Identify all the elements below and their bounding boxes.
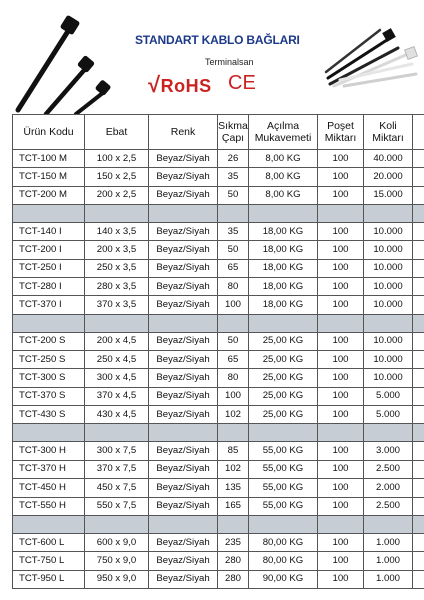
column-header bbox=[218, 115, 249, 150]
table-cell: 370 x 4,5 bbox=[85, 387, 149, 405]
product-code-cell: TCT-300 S bbox=[13, 369, 85, 387]
blank-cell bbox=[413, 479, 424, 497]
table-cell: 10.000 bbox=[364, 241, 413, 259]
table-cell: 15.000 bbox=[364, 186, 413, 204]
separator-cell bbox=[413, 205, 424, 223]
table-cell: 100 bbox=[218, 387, 249, 405]
brand-name: Terminalsan bbox=[205, 57, 254, 67]
separator-cell bbox=[249, 424, 318, 442]
table-cell: 100 bbox=[318, 278, 364, 296]
blank-cell bbox=[413, 442, 424, 460]
table-cell: Beyaz/Siyah bbox=[149, 406, 218, 424]
table-cell: 100 bbox=[318, 351, 364, 369]
table-cell: 150 x 2,5 bbox=[85, 168, 149, 186]
table-cell: 8,00 KG bbox=[249, 168, 318, 186]
blank-cell bbox=[413, 406, 424, 424]
product-code-cell: TCT-200 M bbox=[13, 186, 85, 204]
table-cell: Beyaz/Siyah bbox=[149, 442, 218, 460]
table-cell: 950 x 9,0 bbox=[85, 570, 149, 588]
separator-cell bbox=[13, 314, 85, 332]
table-cell: 80,00 KG bbox=[249, 533, 318, 551]
blank-cell bbox=[413, 168, 424, 186]
separator-cell bbox=[218, 314, 249, 332]
table-cell: 80 bbox=[218, 278, 249, 296]
table-cell: 25,00 KG bbox=[249, 351, 318, 369]
table-cell: 18,00 KG bbox=[249, 296, 318, 314]
column-header bbox=[13, 115, 85, 150]
table-cell: 200 x 3,5 bbox=[85, 241, 149, 259]
table-row bbox=[13, 351, 424, 369]
table-row bbox=[13, 332, 424, 350]
table-cell: 18,00 KG bbox=[249, 278, 318, 296]
table-cell: 100 bbox=[318, 406, 364, 424]
separator-cell bbox=[318, 205, 364, 223]
table-cell: 55,00 KG bbox=[249, 479, 318, 497]
table-row bbox=[13, 387, 424, 405]
blank-cell bbox=[413, 533, 424, 551]
column-header-line: Koli bbox=[379, 120, 397, 132]
table-cell: 100 bbox=[318, 369, 364, 387]
separator-cell bbox=[318, 424, 364, 442]
separator-cell bbox=[218, 205, 249, 223]
table-cell: Beyaz/Siyah bbox=[149, 278, 218, 296]
table-cell: 2.500 bbox=[364, 497, 413, 515]
separator-cell bbox=[85, 314, 149, 332]
table-cell: 100 bbox=[318, 168, 364, 186]
table-cell: Beyaz/Siyah bbox=[149, 369, 218, 387]
table-row bbox=[13, 442, 424, 460]
table-cell: 85 bbox=[218, 442, 249, 460]
blank-cell bbox=[413, 351, 424, 369]
table-cell: 280 bbox=[218, 570, 249, 588]
table-cell: 35 bbox=[218, 223, 249, 241]
product-code-cell: TCT-950 L bbox=[13, 570, 85, 588]
table-cell: 235 bbox=[218, 533, 249, 551]
table-cell: 100 bbox=[318, 442, 364, 460]
table-cell: Beyaz/Siyah bbox=[149, 259, 218, 277]
group-separator-row bbox=[13, 314, 424, 332]
table-cell: 140 x 3,5 bbox=[85, 223, 149, 241]
table-cell: 1.000 bbox=[364, 552, 413, 570]
table-cell: 25,00 KG bbox=[249, 387, 318, 405]
table-cell: 8,00 KG bbox=[249, 150, 318, 168]
table-cell: 10.000 bbox=[364, 296, 413, 314]
table-cell: 100 bbox=[318, 241, 364, 259]
table-cell: Beyaz/Siyah bbox=[149, 351, 218, 369]
table-cell: 10.000 bbox=[364, 369, 413, 387]
product-code-cell: TCT-140 I bbox=[13, 223, 85, 241]
table-cell: 200 x 2,5 bbox=[85, 186, 149, 204]
table-row bbox=[13, 406, 424, 424]
column-header-line: Ebat bbox=[105, 126, 128, 138]
blank-cell bbox=[413, 278, 424, 296]
table-cell: Beyaz/Siyah bbox=[149, 497, 218, 515]
separator-cell bbox=[218, 515, 249, 533]
table-cell: 2.500 bbox=[364, 460, 413, 478]
separator-cell bbox=[249, 314, 318, 332]
table-row bbox=[13, 497, 424, 515]
table-cell: 100 bbox=[318, 223, 364, 241]
column-header bbox=[249, 115, 318, 150]
table-row bbox=[13, 241, 424, 259]
blank-cell bbox=[413, 241, 424, 259]
table-cell: 165 bbox=[218, 497, 249, 515]
table-cell: 100 bbox=[318, 479, 364, 497]
table-cell: Beyaz/Siyah bbox=[149, 479, 218, 497]
product-table bbox=[12, 114, 424, 589]
table-cell: 300 x 7,5 bbox=[85, 442, 149, 460]
table-cell: Beyaz/Siyah bbox=[149, 460, 218, 478]
table-cell: 3.000 bbox=[364, 442, 413, 460]
table-cell: Beyaz/Siyah bbox=[149, 150, 218, 168]
table-cell: 280 x 3,5 bbox=[85, 278, 149, 296]
separator-cell bbox=[318, 314, 364, 332]
table-cell: 10.000 bbox=[364, 351, 413, 369]
separator-cell bbox=[13, 205, 85, 223]
table-cell: 1.000 bbox=[364, 533, 413, 551]
table-cell: 600 x 9,0 bbox=[85, 533, 149, 551]
table-row bbox=[13, 570, 424, 588]
product-code-cell: TCT-250 S bbox=[13, 351, 85, 369]
blank-cell bbox=[413, 259, 424, 277]
rohs-mark bbox=[148, 72, 212, 98]
separator-cell bbox=[149, 424, 218, 442]
table-cell: Beyaz/Siyah bbox=[149, 168, 218, 186]
table-cell: Beyaz/Siyah bbox=[149, 223, 218, 241]
table-cell: 200 x 4,5 bbox=[85, 332, 149, 350]
table-row bbox=[13, 296, 424, 314]
table-cell: 370 x 3,5 bbox=[85, 296, 149, 314]
table-cell: 55,00 KG bbox=[249, 460, 318, 478]
table-cell: 90,00 KG bbox=[249, 570, 318, 588]
table-cell: 250 x 4,5 bbox=[85, 351, 149, 369]
product-code-cell: TCT-200 I bbox=[13, 241, 85, 259]
table-cell: Beyaz/Siyah bbox=[149, 570, 218, 588]
blank-cell bbox=[413, 460, 424, 478]
table-row bbox=[13, 460, 424, 478]
cable-ties-black-image bbox=[8, 10, 128, 115]
blank-cell bbox=[413, 369, 424, 387]
blank-cell bbox=[413, 387, 424, 405]
table-cell: 25,00 KG bbox=[249, 369, 318, 387]
table-cell: Beyaz/Siyah bbox=[149, 552, 218, 570]
table-row bbox=[13, 150, 424, 168]
table-cell: 10.000 bbox=[364, 332, 413, 350]
table-cell: 2.000 bbox=[364, 479, 413, 497]
table-cell: 1.000 bbox=[364, 570, 413, 588]
table-cell: 18,00 KG bbox=[249, 241, 318, 259]
table-cell: 100 bbox=[318, 533, 364, 551]
catalog-title: STANDART KABLO BAĞLARI bbox=[135, 33, 300, 47]
table-cell: 5.000 bbox=[364, 406, 413, 424]
table-cell: Beyaz/Siyah bbox=[149, 296, 218, 314]
table-cell: 100 bbox=[318, 259, 364, 277]
separator-cell bbox=[149, 314, 218, 332]
table-cell: 280 bbox=[218, 552, 249, 570]
table-row bbox=[13, 223, 424, 241]
column-header-line: Renk bbox=[170, 126, 196, 138]
table-row bbox=[13, 278, 424, 296]
blank-cell bbox=[413, 296, 424, 314]
column-header-line: Poşet bbox=[327, 120, 354, 132]
product-code-cell: TCT-300 H bbox=[13, 442, 85, 460]
table-cell: 550 x 7,5 bbox=[85, 497, 149, 515]
table-cell: 100 bbox=[318, 296, 364, 314]
table-cell: 18,00 KG bbox=[249, 223, 318, 241]
table-cell: 100 bbox=[318, 570, 364, 588]
separator-cell bbox=[85, 205, 149, 223]
table-cell: 65 bbox=[218, 351, 249, 369]
rohs-label: RoHS bbox=[160, 76, 212, 96]
table-cell: Beyaz/Siyah bbox=[149, 387, 218, 405]
product-code-cell: TCT-100 M bbox=[13, 150, 85, 168]
table-header-row bbox=[13, 115, 424, 150]
table-cell: 100 bbox=[318, 497, 364, 515]
table-cell: 20.000 bbox=[364, 168, 413, 186]
table-cell: Beyaz/Siyah bbox=[149, 186, 218, 204]
separator-cell bbox=[364, 314, 413, 332]
group-separator-row bbox=[13, 515, 424, 533]
product-code-cell: TCT-430 S bbox=[13, 406, 85, 424]
column-header bbox=[364, 115, 413, 150]
table-cell: 300 x 4,5 bbox=[85, 369, 149, 387]
table-cell: Beyaz/Siyah bbox=[149, 533, 218, 551]
table-cell: 5.000 bbox=[364, 387, 413, 405]
separator-cell bbox=[13, 515, 85, 533]
table-cell: 18,00 KG bbox=[249, 259, 318, 277]
group-separator-row bbox=[13, 205, 424, 223]
table-cell: 100 bbox=[318, 332, 364, 350]
separator-cell bbox=[249, 205, 318, 223]
group-separator-row bbox=[13, 424, 424, 442]
table-cell: Beyaz/Siyah bbox=[149, 332, 218, 350]
separator-cell bbox=[364, 515, 413, 533]
blank-cell bbox=[413, 570, 424, 588]
product-code-cell: TCT-370 H bbox=[13, 460, 85, 478]
table-row bbox=[13, 168, 424, 186]
table-cell: 430 x 4,5 bbox=[85, 406, 149, 424]
table-row bbox=[13, 552, 424, 570]
table-cell: 100 bbox=[218, 296, 249, 314]
table-cell: 370 x 7,5 bbox=[85, 460, 149, 478]
table-cell: 50 bbox=[218, 241, 249, 259]
separator-cell bbox=[364, 205, 413, 223]
table-cell: 80 bbox=[218, 369, 249, 387]
table-cell: 50 bbox=[218, 186, 249, 204]
table-cell: 55,00 KG bbox=[249, 442, 318, 460]
blank-cell bbox=[413, 497, 424, 515]
product-code-cell: TCT-280 I bbox=[13, 278, 85, 296]
separator-cell bbox=[85, 515, 149, 533]
table-cell: 102 bbox=[218, 460, 249, 478]
column-header-line: Miktarı bbox=[324, 132, 357, 144]
product-code-cell: TCT-150 M bbox=[13, 168, 85, 186]
column-header-line: Mukavemeti bbox=[254, 132, 312, 144]
table-cell: 26 bbox=[218, 150, 249, 168]
header bbox=[0, 0, 424, 115]
separator-cell bbox=[364, 424, 413, 442]
table-cell: 750 x 9,0 bbox=[85, 552, 149, 570]
product-code-cell: TCT-750 L bbox=[13, 552, 85, 570]
table-cell: 80,00 KG bbox=[249, 552, 318, 570]
blank-cell bbox=[413, 332, 424, 350]
table-cell: 10.000 bbox=[364, 278, 413, 296]
product-code-cell: TCT-370 I bbox=[13, 296, 85, 314]
table-row bbox=[13, 479, 424, 497]
table-cell: 250 x 3,5 bbox=[85, 259, 149, 277]
column-header-line: Çapı bbox=[221, 132, 245, 144]
cable-ties-bundle-image bbox=[320, 18, 420, 88]
table-cell: 40.000 bbox=[364, 150, 413, 168]
separator-cell bbox=[413, 515, 424, 533]
table-cell: Beyaz/Siyah bbox=[149, 241, 218, 259]
product-code-cell: TCT-600 L bbox=[13, 533, 85, 551]
table-cell: 25,00 KG bbox=[249, 406, 318, 424]
table-cell: 100 bbox=[318, 460, 364, 478]
table-cell: 135 bbox=[218, 479, 249, 497]
ce-mark: CE bbox=[228, 72, 256, 94]
column-header-blank bbox=[413, 115, 424, 150]
table-cell: 10.000 bbox=[364, 223, 413, 241]
product-code-cell: TCT-450 H bbox=[13, 479, 85, 497]
table-cell: 10.000 bbox=[364, 259, 413, 277]
column-header bbox=[149, 115, 218, 150]
separator-cell bbox=[318, 515, 364, 533]
separator-cell bbox=[249, 515, 318, 533]
column-header-line: Miktarı bbox=[372, 132, 404, 144]
table-cell: 100 bbox=[318, 552, 364, 570]
separator-cell bbox=[149, 205, 218, 223]
separator-cell bbox=[13, 424, 85, 442]
blank-cell bbox=[413, 552, 424, 570]
table-cell: 35 bbox=[218, 168, 249, 186]
table-cell: 8,00 KG bbox=[249, 186, 318, 204]
separator-cell bbox=[218, 424, 249, 442]
product-code-cell: TCT-550 H bbox=[13, 497, 85, 515]
column-header bbox=[318, 115, 364, 150]
table-cell: 450 x 7,5 bbox=[85, 479, 149, 497]
table-cell: 50 bbox=[218, 332, 249, 350]
table-row bbox=[13, 369, 424, 387]
table-cell: 100 x 2,5 bbox=[85, 150, 149, 168]
separator-cell bbox=[413, 314, 424, 332]
table-row bbox=[13, 533, 424, 551]
blank-cell bbox=[413, 186, 424, 204]
table-cell: 55,00 KG bbox=[249, 497, 318, 515]
table-cell: 25,00 KG bbox=[249, 332, 318, 350]
separator-cell bbox=[85, 424, 149, 442]
product-code-cell: TCT-200 S bbox=[13, 332, 85, 350]
column-header-line: Ürün Kodu bbox=[23, 126, 74, 138]
table-row bbox=[13, 186, 424, 204]
column-header-line: Sıkma bbox=[218, 120, 248, 132]
table-row bbox=[13, 259, 424, 277]
separator-cell bbox=[413, 424, 424, 442]
table-cell: 102 bbox=[218, 406, 249, 424]
separator-cell bbox=[149, 515, 218, 533]
rohs-check-icon: √ bbox=[148, 72, 161, 97]
column-header bbox=[85, 115, 149, 150]
column-header-line: Açılma bbox=[266, 120, 300, 132]
blank-cell bbox=[413, 150, 424, 168]
table-cell: 100 bbox=[318, 150, 364, 168]
blank-cell bbox=[413, 223, 424, 241]
table-cell: 65 bbox=[218, 259, 249, 277]
table-cell: 100 bbox=[318, 387, 364, 405]
product-code-cell: TCT-250 I bbox=[13, 259, 85, 277]
product-code-cell: TCT-370 S bbox=[13, 387, 85, 405]
table-cell: 100 bbox=[318, 186, 364, 204]
